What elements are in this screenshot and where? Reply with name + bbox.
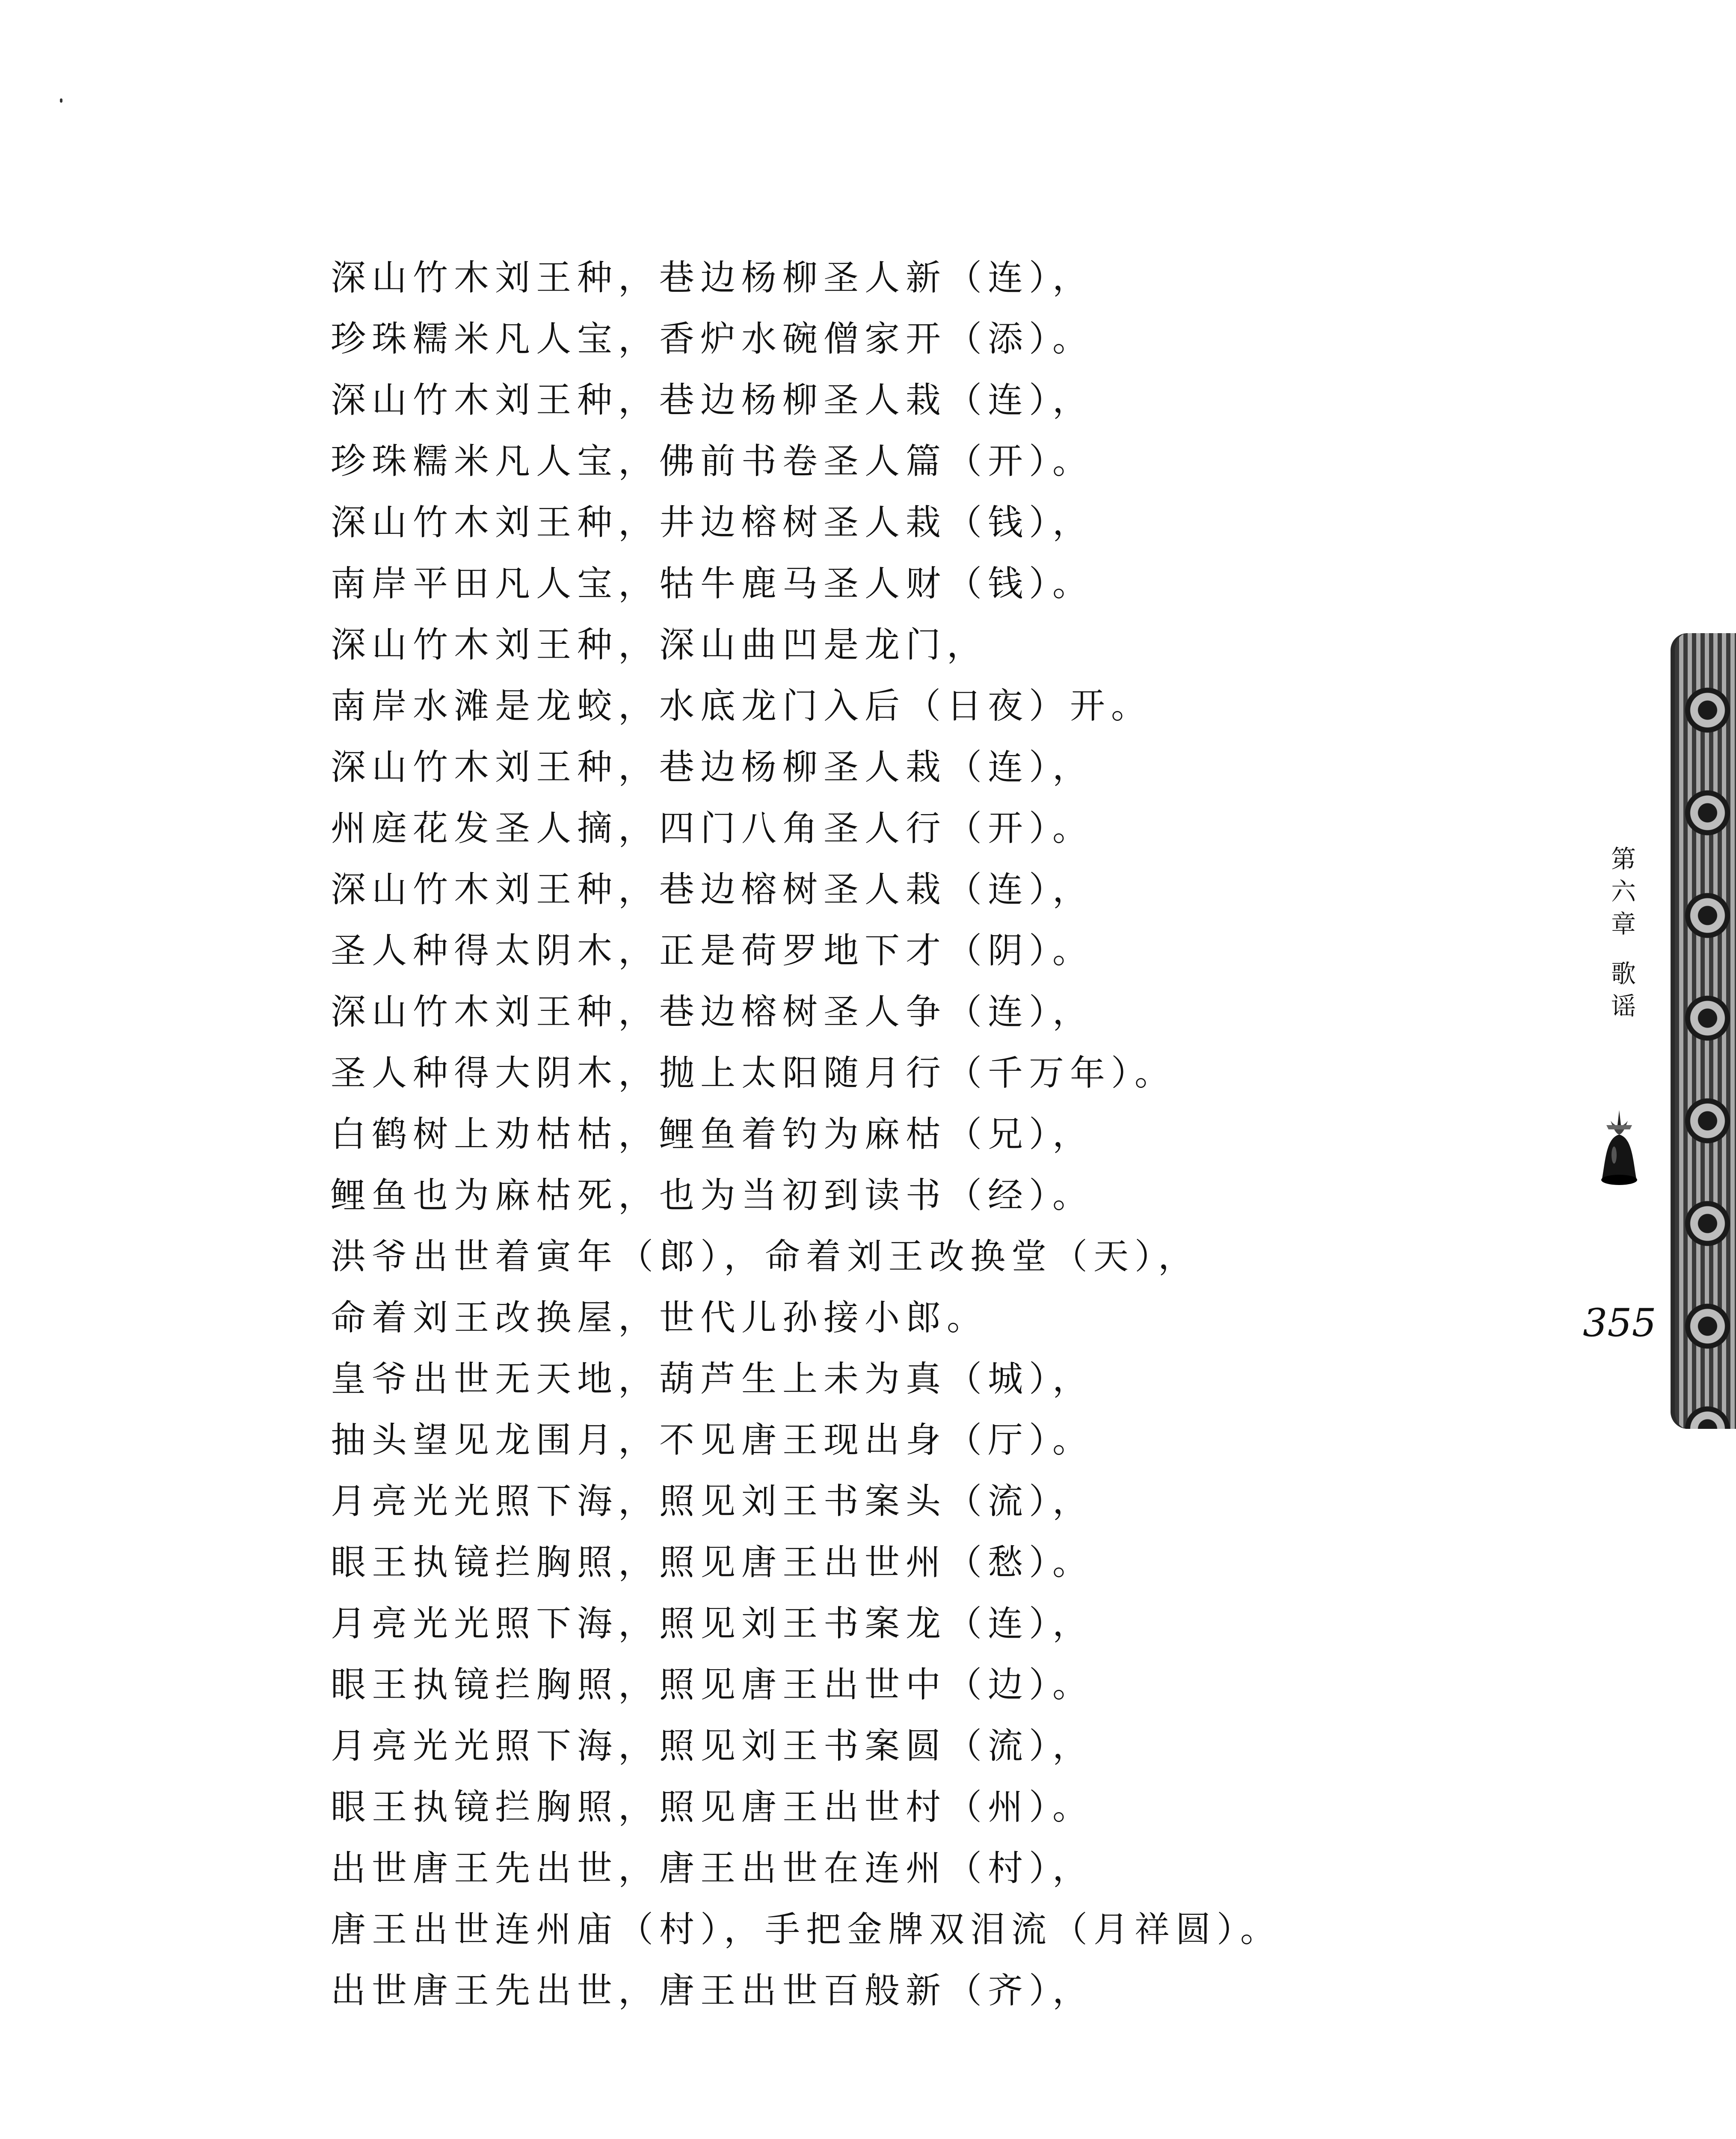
poem-line-22: 眼王执镜拦胸照，照见唐王出世州（愁）。 [331, 1542, 1094, 1583]
poem-line-8: 南岸水滩是龙蛟，水底龙门入后（日夜）开。 [331, 686, 1152, 726]
poem-line-11: 深山竹木刘王种，巷边榕树圣人栽（连）， [331, 869, 1094, 910]
ornamental-side-band [1671, 633, 1736, 1429]
poem-line-27: 出世唐王先出世，唐王出世在连州（村）， [331, 1848, 1094, 1889]
poem-line-20: 抽头望见龙围月，不见唐王现出身（厅）。 [331, 1420, 1094, 1461]
poem-line-6: 南岸平田凡人宝，牯牛鹿马圣人财（钱）。 [331, 563, 1094, 604]
poem-line-10: 州庭花发圣人摘，四门八角圣人行（开）。 [331, 808, 1094, 849]
poem-line-25: 月亮光光照下海，照见刘王书案圆（流）， [331, 1726, 1094, 1766]
poem-line-7: 深山竹木刘王种，深山曲凹是龙门， [331, 625, 988, 665]
poem-line-9: 深山竹木刘王种，巷边杨柳圣人栽（连）， [331, 747, 1094, 788]
chapter-gap [1600, 940, 1647, 957]
poem-line-19: 皇爷出世无天地，葫芦生上未为真（城）， [331, 1359, 1094, 1399]
poem-line-4: 珍珠糯米凡人宝，佛前书卷圣人篇（开）。 [331, 441, 1094, 482]
bell-icon-svg [1594, 1108, 1645, 1194]
chapter-char: 第 [1611, 844, 1636, 874]
page-number: 355 [1583, 1301, 1656, 1345]
poem-line-12: 圣人种得太阴木，正是荷罗地下才（阴）。 [331, 930, 1094, 971]
chapter-char: 歌 [1611, 959, 1636, 988]
ink-speck [60, 98, 62, 103]
poem-text [331, 247, 1357, 2021]
bell-icon [1594, 1108, 1645, 1194]
poem-line-16: 鲤鱼也为麻枯死，也为当初到读书（经）。 [331, 1175, 1094, 1216]
poem-line-24: 眼王执镜拦胸照，照见唐王出世中（边）。 [331, 1665, 1094, 1705]
poem-line-18: 命着刘王改换屋，世代儿孙接小郎。 [331, 1298, 988, 1338]
poem-line-14: 圣人种得大阴木，抛上太阳随月行（千万年）。 [331, 1053, 1176, 1093]
poem-line-21: 月亮光光照下海，照见刘王书案头（流）， [331, 1481, 1094, 1522]
poem-line-15: 白鹤树上劝枯枯，鲤鱼着钓为麻枯（兄）， [331, 1114, 1094, 1155]
poem-line-13: 深山竹木刘王种，巷边榕树圣人争（连）， [331, 992, 1094, 1032]
poem-line-28: 唐王出世连州庙（村），手把金牌双泪流（月祥圆）。 [331, 1909, 1282, 1950]
poem-line-1: 深山竹木刘王种，巷边杨柳圣人新（连）， [331, 258, 1094, 298]
poem-line-26: 眼王执镜拦胸照，照见唐王出世村（州）。 [331, 1787, 1094, 1828]
chapter-char: 谣 [1611, 992, 1636, 1021]
poem-line-5: 深山竹木刘王种，井边榕树圣人栽（钱）， [331, 502, 1094, 543]
chapter-label [1600, 843, 1647, 1022]
chapter-char: 章 [1611, 910, 1636, 939]
poem-line-17: 洪爷出世着寅年（郎），命着刘王改换堂（天）， [331, 1236, 1200, 1277]
chapter-char: 六 [1611, 877, 1636, 906]
poem-line-23: 月亮光光照下海，照见刘王书案龙（连）， [331, 1603, 1094, 1644]
poem-line-29: 出世唐王先出世，唐王出世百般新（齐）， [331, 1970, 1094, 2011]
poem-line-3: 深山竹木刘王种，巷边杨柳圣人栽（连）， [331, 380, 1094, 421]
poem-line-2: 珍珠糯米凡人宝，香炉水碗僧家开（添）。 [331, 319, 1094, 359]
